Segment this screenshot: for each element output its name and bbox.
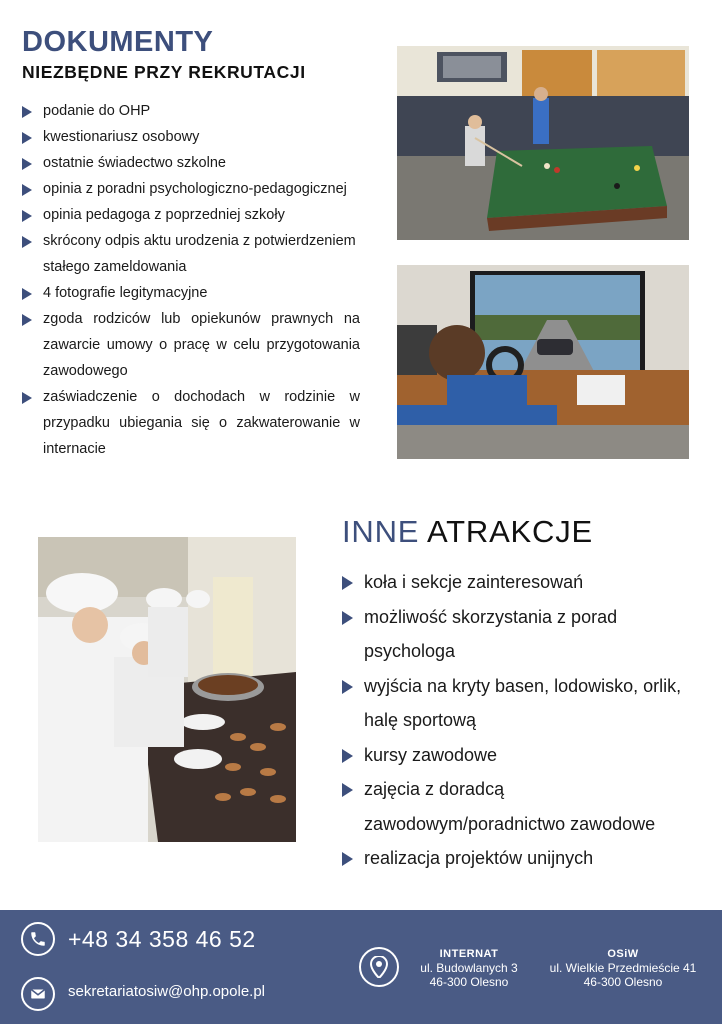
bullet-arrow-icon (22, 184, 32, 196)
racing-game-photo (397, 265, 689, 459)
email-link[interactable]: sekretariatosiw@ohp.opole.pl (68, 983, 265, 1000)
email-icon (21, 977, 55, 1011)
bullet-arrow-icon (22, 158, 32, 170)
documents-list (22, 98, 360, 462)
bullet-arrow-icon (342, 576, 353, 590)
location-pin-icon (359, 947, 399, 987)
cooking-class-photo (38, 537, 296, 842)
document-item: skrócony odpis aktu urodzenia z potwierdzeniem stałego zameldowania (22, 228, 360, 280)
bullet-arrow-icon (22, 288, 32, 300)
documents-subtitle: NIEZBĘDNE PRZY REKRUTACJI (22, 62, 306, 82)
bullet-arrow-icon (342, 680, 353, 694)
attraction-item: wyjścia na kryty basen, lodowisko, orlik, halę sportową (342, 669, 704, 738)
attraction-item: możliwość skorzystania z porad psychologa (342, 600, 704, 669)
attractions-title (342, 514, 593, 550)
bullet-arrow-icon (22, 210, 32, 222)
bullet-arrow-icon (342, 611, 353, 625)
attractions-list (342, 565, 704, 876)
document-item: 4 fotografie legitymacyjne (22, 280, 360, 306)
attraction-item: zajęcia z doradcą zawodowym/poradnictwo zawodowe (342, 772, 704, 841)
address-line: 46-300 Olesno (583, 975, 663, 989)
documents-title: DOKUMENTY (22, 26, 214, 58)
address-heading: OSiW (607, 948, 639, 960)
phone-number[interactable]: +48 34 358 46 52 (68, 926, 256, 952)
footer (0, 910, 722, 1024)
attractions-title-part1: INNE (342, 514, 420, 549)
bullet-arrow-icon (342, 852, 353, 866)
document-item: opinia pedagoga z poprzedniej szkoły (22, 202, 360, 228)
bullet-arrow-icon (342, 749, 353, 763)
bullet-arrow-icon (22, 392, 32, 404)
address-osiw (538, 947, 708, 989)
bullet-arrow-icon (342, 783, 353, 797)
address-line: ul. Budowlanych 3 (420, 961, 518, 975)
attractions-title-part2: ATRAKCJE (426, 514, 593, 549)
address-heading: INTERNAT (439, 948, 499, 960)
document-item: ostatnie świadectwo szkolne (22, 150, 360, 176)
document-item: opinia z poradni psychologiczno-pedagogicznej (22, 176, 360, 202)
address-line: ul. Wielkie Przedmieście 41 (549, 961, 697, 975)
document-item: zaświadczenie o dochodach w rodzinie w przypadku ubiegania się o zakwaterowanie w internacie (22, 384, 360, 462)
bullet-arrow-icon (22, 106, 32, 118)
address-internat (410, 947, 528, 989)
address-line: 46-300 Olesno (429, 975, 509, 989)
bullet-arrow-icon (22, 314, 32, 326)
bullet-arrow-icon (22, 132, 32, 144)
document-item: podanie do OHP (22, 98, 360, 124)
document-item: zgoda rodziców lub opiekunów prawnych na zawarcie umowy o pracę w celu przygotowania zawodowego (22, 306, 360, 384)
document-item: kwestionariusz osobowy (22, 124, 360, 150)
billiards-photo (397, 46, 689, 240)
attraction-item: kursy zawodowe (342, 738, 704, 773)
attraction-item: koła i sekcje zainteresowań (342, 565, 704, 600)
attraction-item: realizacja projektów unijnych (342, 841, 704, 876)
bullet-arrow-icon (22, 236, 32, 248)
phone-icon (21, 922, 55, 956)
